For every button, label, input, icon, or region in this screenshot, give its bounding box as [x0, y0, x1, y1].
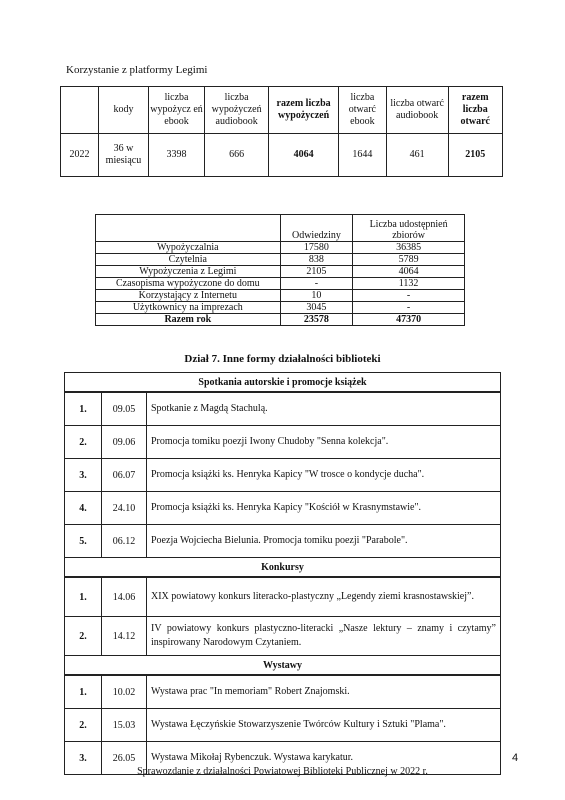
section-heading: Dział 7. Inne formy działalności biblioteki	[184, 353, 381, 365]
event-number: 4.	[65, 492, 102, 525]
stats-total-row	[96, 314, 465, 326]
legimi-cell-ebook-opens: 1644	[339, 134, 387, 177]
stats-row-shares: -	[353, 290, 465, 302]
legimi-header-cell	[61, 87, 99, 134]
event-row	[65, 426, 501, 459]
stats-row-label: Użytkownicy na imprezach	[96, 302, 281, 314]
page-footer: Sprawozdanie z działalności Powiatowej Biblioteki Publicznej w 2022 r.	[137, 766, 428, 777]
legimi-cell-ebook-loans: 3398	[149, 134, 205, 177]
legimi-header-cell: razem liczba otwarć	[448, 87, 502, 134]
stats-row-visits: 3045	[280, 302, 353, 314]
stats-header-cell: Odwiedziny	[280, 215, 353, 242]
event-description: Promocja książki ks. Henryka Kapicy "W trosce o kondycje ducha".	[147, 459, 501, 492]
event-date: 14.12	[102, 617, 147, 656]
event-description: Spotkanie z Magdą Stachulą.	[147, 392, 501, 426]
event-description: Wystawa Mikołaj Rybenczuk. Wystawa karykatur.	[147, 742, 501, 775]
legimi-header-cell: liczba otwarć audiobook	[386, 87, 448, 134]
event-description: Wystawa Łęczyńskie Stowarzyszenie Twórców Kultury i Sztuki "Plama".	[147, 709, 501, 742]
event-description: Wystawa prac "In memoriam" Robert Znajomski.	[147, 675, 501, 709]
event-date: 14.06	[102, 577, 147, 617]
event-date: 24.10	[102, 492, 147, 525]
stats-row-visits: 838	[280, 254, 353, 266]
group-header-meetings	[65, 373, 501, 393]
stats-row-label: Wypożyczalnia	[96, 242, 281, 254]
legimi-section-title: Korzystanie z platformy Legimi	[66, 64, 208, 76]
event-number: 1.	[65, 392, 102, 426]
stats-row-visits: 10	[280, 290, 353, 302]
stats-row-label: Wypożyczenia z Legimi	[96, 266, 281, 278]
stats-row-label: Korzystający z Internetu	[96, 290, 281, 302]
legimi-cell-total-opens: 2105	[448, 134, 502, 177]
event-number: 1.	[65, 675, 102, 709]
stats-row-label: Czasopisma wypożyczone do domu	[96, 278, 281, 290]
event-row	[65, 459, 501, 492]
stats-row-shares: 4064	[353, 266, 465, 278]
group-header-contests	[65, 558, 501, 578]
legimi-cell-codes: 36 w miesiącu	[98, 134, 148, 177]
stats-row	[96, 290, 465, 302]
event-description: Promocja tomiku poezji Iwony Chudoby "Senna kolekcja".	[147, 426, 501, 459]
stats-row-label: Czytelnia	[96, 254, 281, 266]
event-row	[65, 617, 501, 656]
stats-row-visits: 23578	[280, 314, 353, 326]
event-description: Promocja książki ks. Henryka Kapicy "Kościół w Krasnymstawie".	[147, 492, 501, 525]
stats-row	[96, 278, 465, 290]
legimi-cell-audiobook-loans: 666	[205, 134, 269, 177]
event-date: 15.03	[102, 709, 147, 742]
legimi-header-row	[61, 87, 503, 134]
event-date: 10.02	[102, 675, 147, 709]
events-table	[64, 372, 501, 775]
stats-row	[96, 242, 465, 254]
event-row	[65, 392, 501, 426]
stats-header-cell	[96, 215, 281, 242]
event-row	[65, 492, 501, 525]
visits-stats-table	[95, 214, 465, 326]
stats-row	[96, 302, 465, 314]
legimi-data-row	[61, 134, 503, 177]
stats-row-shares: -	[353, 302, 465, 314]
stats-row-shares: 47370	[353, 314, 465, 326]
event-number: 2.	[65, 709, 102, 742]
event-number: 3.	[65, 459, 102, 492]
group-title: Konkursy	[65, 558, 501, 578]
event-number: 1.	[65, 577, 102, 617]
event-date: 06.07	[102, 459, 147, 492]
stats-header-cell: Liczba udostępnień zbiorów	[353, 215, 465, 242]
stats-row-label: Razem rok	[96, 314, 281, 326]
legimi-header-cell: kody	[98, 87, 148, 134]
event-description: IV powiatowy konkurs plastyczno-literacki „Nasze lektury – znamy i czytamy” inspirowany Narodowym Czytaniem.	[147, 617, 501, 656]
event-row	[65, 675, 501, 709]
stats-row-visits: 17580	[280, 242, 353, 254]
legimi-header-cell: liczba wypożycz eń ebook	[149, 87, 205, 134]
legimi-table	[60, 86, 503, 177]
event-number: 2.	[65, 426, 102, 459]
stats-row-shares: 1132	[353, 278, 465, 290]
legimi-cell-audiobook-opens: 461	[386, 134, 448, 177]
event-date: 06.12	[102, 525, 147, 558]
event-description: Poezja Wojciecha Bielunia. Promocja tomiku poezji "Parabole".	[147, 525, 501, 558]
group-title: Wystawy	[65, 656, 501, 676]
legimi-cell-total-loans: 4064	[269, 134, 339, 177]
stats-header-row	[96, 215, 465, 242]
event-date: 09.05	[102, 392, 147, 426]
group-header-exhibitions	[65, 656, 501, 676]
stats-row-shares: 5789	[353, 254, 465, 266]
stats-row-shares: 36385	[353, 242, 465, 254]
stats-row	[96, 266, 465, 278]
event-row	[65, 577, 501, 617]
stats-row	[96, 254, 465, 266]
legimi-cell-year: 2022	[61, 134, 99, 177]
event-date: 09.06	[102, 426, 147, 459]
event-row	[65, 709, 501, 742]
page-number: 4	[512, 752, 519, 764]
legimi-header-cell: liczba wypożyczeń audiobook	[205, 87, 269, 134]
legimi-header-cell: razem liczba wypożyczeń	[269, 87, 339, 134]
stats-row-visits: -	[280, 278, 353, 290]
group-title: Spotkania autorskie i promocje książek	[65, 373, 501, 393]
event-number: 5.	[65, 525, 102, 558]
event-number: 3.	[65, 742, 102, 775]
event-date: 26.05	[102, 742, 147, 775]
event-description: XIX powiatowy konkurs literacko-plastyczny „Legendy ziemi krasnostawskiej”.	[147, 577, 501, 617]
event-number: 2.	[65, 617, 102, 656]
event-row	[65, 525, 501, 558]
stats-row-visits: 2105	[280, 266, 353, 278]
legimi-header-cell: liczba otwarć ebook	[339, 87, 387, 134]
